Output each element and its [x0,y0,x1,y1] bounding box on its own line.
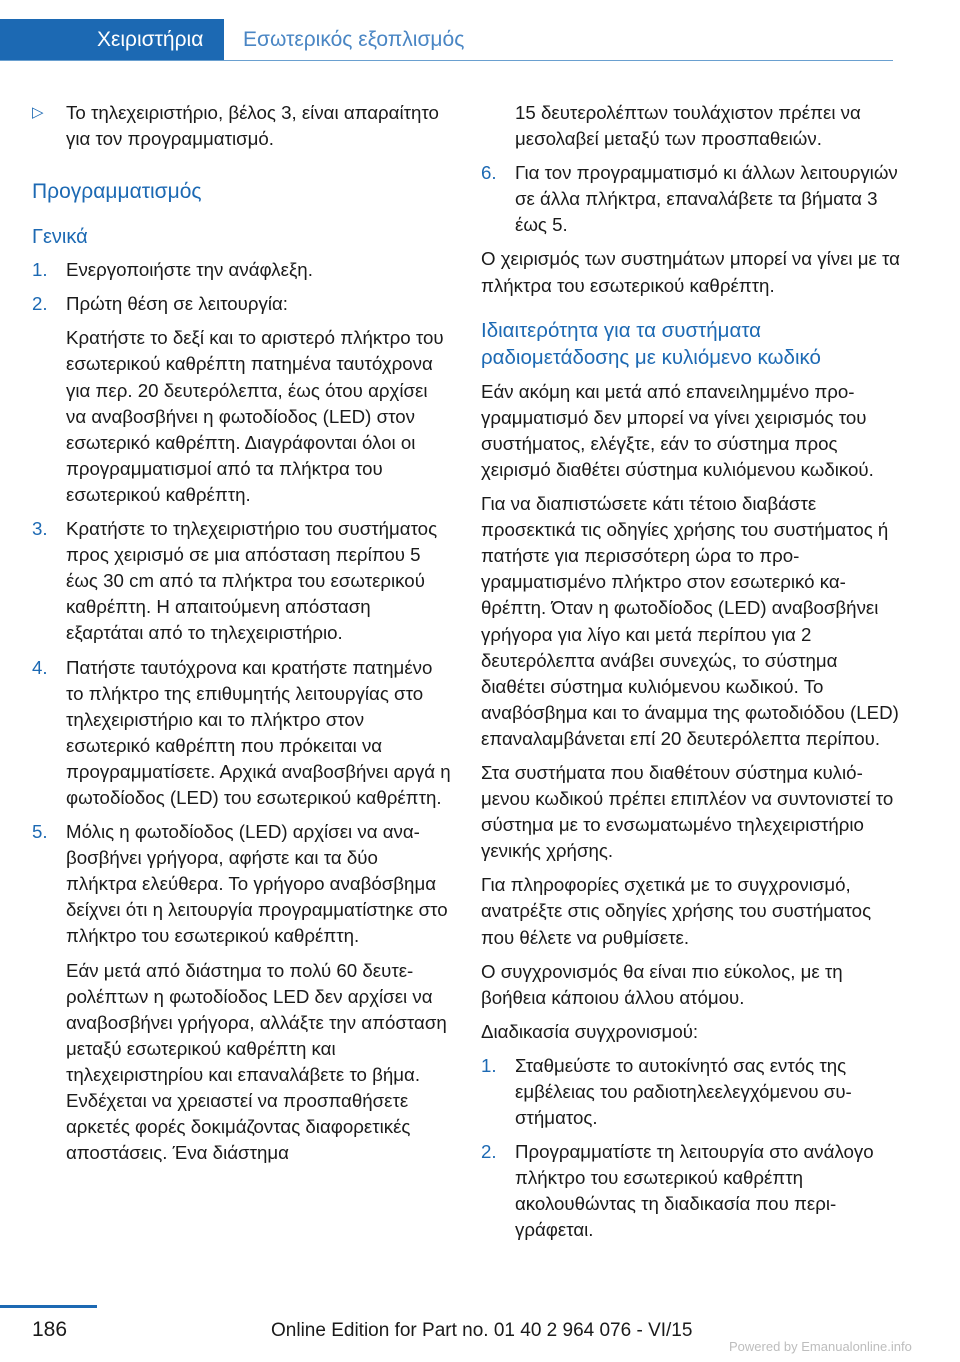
page-header [0,0,893,61]
step-number: 3. [32,518,48,540]
step-item [32,516,452,646]
step-text: Μόλις η φωτοδίοδος (LED) αρχίσει να αναβοσβήνει γρήγορα, αφήστε και τα δύο πλήκτρα ελεύθερα. Το γρήγορο αναβόσβημα δείχνει ότι η λειτουργία προγραμματίστηκε στο πλήκτρο του εσωτερικού καθρέπτη. [66,821,448,947]
paragraph: Στα συστήματα που διαθέτουν σύστημα κυλιόμενου κωδικού πρέπει επιπλέον να συντονιστεί το σύστημα με το ενσωματωμένο τηλεχειριστήριο γενικής χρήσης. [481,761,894,862]
watermark: Powered by Emanualonline.info [729,1339,912,1354]
paragraph: Διαδικασία συγχρονισμού: [481,1020,699,1042]
step-item [32,819,452,949]
step-text: Πρώτη θέση σε λειτουργία: [66,293,288,315]
step-number: 2. [32,293,48,315]
sync-step-item [481,1139,901,1243]
heading-rolling-code: Ιδιαιτερότητα για τα συστήματα ραδιομετάδοσης με κυλιόμενο κωδικό [481,318,821,369]
step-detail: Κρατήστε το δεξί και το αριστερό πλήκτρο του εσωτερικού καθρέπτη πατημένα ταυτόχρονα για περ. 20 δευτερόλεπτα, έως ότου αρχίσει να αναβοσβήνει η φωτοδίοδος (LED) στον εσωτερικό καθρέπτη. Διαγράφονται όλοι οι προγραμματισμοί από τα πλήκτρα του εσωτερικού καθρέπτη. [66,327,444,505]
right-column [481,100,901,1252]
subheading-general: Γενικά [32,226,88,249]
paragraph: Για πληροφορίες σχετικά με το συγχρονισμό, ανατρέξτε στις οδηγίες χρήσης του συστήματος που θέλετε να ρυθμίσετε. [481,874,872,948]
paragraph: Εάν ακόμη και μετά από επανειλημμένο προγραμματισμό δεν μπορεί να γίνει χειρισμός του συστήματος, ελέγξτε, εάν το σύστημα προς χειρισμό διαθέτει σύστημα κυλιόμενου κωδικού. [481,380,874,480]
step-detail: Εάν μετά από διάστημα το πολύ 60 δευτερολέπτων η φωτοδίοδος LED δεν αρχίσει να αναβοσβήνει γρήγορα, αλλάξτε την απόσταση μεταξύ εσωτερικού καθρέπτη και τηλεχειριστηρίου και επαναλάβετε το βήμα. Ενδέχεται να χρειαστεί να προσπαθήσετε αρκετές φορές δοκιμάζοντας διαφορετικές αποστάσεις. Ένα διάστημα [66,959,447,1164]
step-number: 4. [32,656,48,678]
heading-programming: Προγραμματισμός [32,180,202,204]
step-item [32,257,452,283]
left-column [32,100,452,1174]
edition-text: Online Edition for Part no. 01 40 2 964 076 - VI/15 [271,1320,693,1341]
step-text: Σταθμεύστε το αυτοκίνητό σας εντός της εμβέλειας του ραδιοτηλεελεγχόμενου συστήματος. [515,1054,852,1129]
step-number: 2. [481,1141,497,1163]
step-number: 5. [32,821,48,843]
footer-rule [0,1305,97,1308]
paragraph: Ο συγχρονισμός θα είναι πιο εύκολος, με τη βοήθεια κάποιου άλλου ατόμου. [481,960,843,1008]
step-text: Ενεργοποιήστε την ανάφλεξη. [66,259,313,281]
chapter-tab[interactable]: Χειριστήρια [0,19,224,60]
step-item [32,291,452,317]
intro-bullet-text: Το τηλεχειριστήριο, βέλος 3, είναι απαραίτητο για τον προγραμματισμό. [66,102,439,150]
step-item [32,655,452,812]
step-item [481,160,901,238]
step-text: Κρατήστε το τηλεχειριστήριο του συστήματος προς χειρισμό σε μια απόσταση περίπου 5 έως 30 cm από τα πλήκτρα του εσωτερικού καθρέπτη. Η απαιτούμενη απόσταση εξαρτάται από το τηλεχειριστήριο. [66,518,438,644]
step-number: 6. [481,162,497,184]
step-number: 1. [32,259,48,281]
sync-step-item [481,1053,901,1131]
page-number: 186 [32,1318,68,1341]
intro-bullet [32,100,452,152]
step-detail-continued: 15 δευτερολέπτων τουλάχιστον πρέπει να μεσολαβεί μεταξύ των προσπαθειών. [515,102,861,150]
paragraph: Για να διαπιστώσετε κάτι τέτοιο διαβάστε προσεκτικά τις οδηγίες χρήσης του συστήματος ή πατήστε για περισσότερη ώρα το προγραμματισμένο πλήκτρο στον εσωτερικό καθρέπτη. Όταν η φωτοδίοδος (LED) αναβοσβήνει γρήγορα για λίγο και μετά περίπου για 2 δευτερόλεπτα ανάβει συνεχώς, το σύστημα διαθέτει σύστημα κυλιόμενου κωδικού. Το αναβόσβημα και το άναμμα της φωτοδιόδου (LED) επαναλαμβάνεται επί 20 δευτερόλεπτα περίπου. [481,493,899,749]
section-title[interactable]: Εσωτερικός εξοπλισμός [243,28,465,51]
step-text: Για τον προγραμματισμό κι άλλων λειτουργιών σε άλλα πλήκτρα, επαναλάβετε τα βήματα 3 έως 5. [515,162,898,236]
paragraph: Ο χειρισμός των συστημάτων μπορεί να γίνει με τα πλήκτρα του εσωτερικού καθρέπτη. [481,248,900,296]
step-text: Πατήστε ταυτόχρονα και κρατήστε πατημένο το πλήκτρο της επιθυμητής λειτουργίας στο τηλεχειριστήριο και το πλήκτρο στον εσωτερικό καθρέπτη που πρόκειται να προγραμματίσετε. Αρχικά αναβοσβήνει αργά η φωτοδίοδος (LED) του εσωτερικού καθρέπτη. [66,656,451,808]
step-text: Προγραμματίστε τη λειτουργία στο ανάλογο πλήκτρο του εσωτερικού καθρέπτη ακολουθώντας τη διαδικασία που περιγράφεται. [515,1141,874,1241]
triangle-right-icon: ▷ [32,104,44,121]
step-number: 1. [481,1054,497,1076]
